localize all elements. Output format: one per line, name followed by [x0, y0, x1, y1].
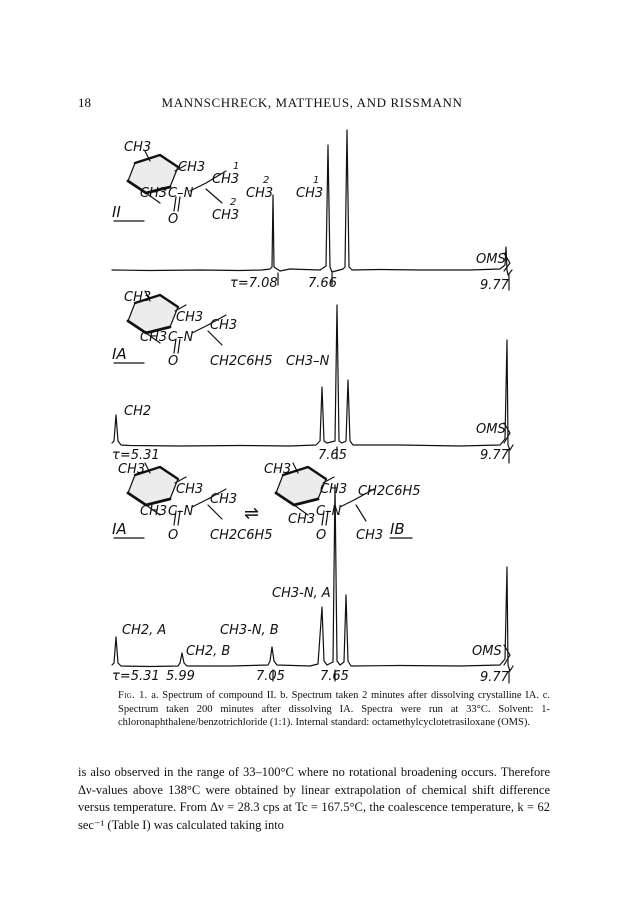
c-peak-ch3n-a: CH3-N, A [272, 586, 331, 601]
caption-label: Fig. 1. [118, 690, 148, 701]
c-oms-label: OMS [472, 644, 502, 659]
a-peak2-num: 2 [263, 175, 270, 186]
a-label-nch3-1: CH3 [212, 172, 240, 187]
c-b-ch3-left: CH3 [288, 512, 316, 527]
b-tau-531: τ=5.31 [112, 448, 160, 463]
c-peak-ch2-a: CH2, A [122, 623, 167, 638]
a-compound-label: II [112, 203, 121, 221]
a-tau-766: 7.66 [308, 276, 337, 291]
c-peak-ch3n-b: CH3-N, B [220, 623, 279, 638]
c-peak-ch2-b: CH2, B [186, 644, 231, 659]
body-paragraph: is also observed in the range of 33–100°C where no rotational broadening occurs. Therefore Δν-values above 138°C were obtained by linear extrapolation of chemical shift difference versus temperature. From Δν = 28.3 cps at Tc = 167.5°C, the coalescence temperature, k = 62 sec⁻¹ (Table I) was calculated taking into [78, 765, 550, 832]
caption-text: a. Spectrum of compound II. b. Spectrum taken 2 minutes after dissolving crystalline IA. c. Spectrum taken 200 minutes after dissolving IA. Spectra were run at 33°C. Solvent: 1-chloronaphthalene/benzotrichloride (1:1). Internal standard: octamethylcyclotetrasiloxane (OMS). [118, 690, 551, 728]
b-label-ch3-left: CH3 [140, 330, 168, 345]
c-b-nch2: CH2C6H5 [358, 484, 421, 499]
b-oms-label: OMS [476, 422, 506, 437]
c-tau-765: 7.65 [320, 669, 349, 684]
a-peak1-label: CH3 [296, 186, 324, 201]
spectrum-trace-a [112, 130, 512, 275]
c-b-oxygen: O [316, 528, 327, 543]
c-a-ch3-ring: CH3 [176, 482, 204, 497]
c-tau-531: τ=5.31 [112, 669, 160, 684]
c-a-amide: C–N [168, 504, 194, 519]
c-a-ch3-top: CH3 [118, 462, 146, 477]
a-label-amide: C–N [168, 186, 194, 201]
a-label-oxygen: O [168, 212, 179, 227]
figure-caption [118, 689, 550, 730]
b-label-amide: C–N [168, 330, 194, 345]
c-b-nch3: CH3 [356, 528, 384, 543]
c-b-ch3-ring: CH3 [320, 482, 348, 497]
a-label-ch3-left: CH3 [140, 186, 168, 201]
b-tau-765: 7.65 [318, 448, 347, 463]
a-peak1-num: 1 [313, 175, 320, 186]
a-label-nch3-1-num: 1 [233, 161, 240, 172]
a-label-ch3-ring: CH3 [178, 160, 206, 175]
b-label-nch3: CH3 [210, 318, 238, 333]
b-tau-977: 9.77 [480, 448, 509, 463]
c-tau-599: 5.99 [166, 669, 195, 684]
b-label-ch3-top: CH3 [124, 290, 152, 305]
b-label-oxygen: O [168, 354, 179, 369]
c-b-amide: C–N [316, 504, 342, 519]
c-a-ch3-left: CH3 [140, 504, 168, 519]
c-compound-label-ia: IA [112, 520, 127, 538]
spectrum-trace-b [112, 305, 513, 450]
b-label-ch3-ring: CH3 [176, 310, 204, 325]
nmr-figure [0, 125, 624, 685]
a-label-nch3-2-num: 2 [230, 197, 237, 208]
b-peak-ch3n: CH3–N [286, 354, 330, 369]
a-tau-708: τ=7.08 [230, 276, 278, 291]
c-b-ch3-top: CH3 [264, 462, 292, 477]
c-tau-705: 7.05 [256, 669, 285, 684]
a-label-ch3-top: CH3 [124, 140, 152, 155]
c-equilibrium-arrow: ⇌ [244, 503, 260, 524]
a-oms-label: OMS [476, 252, 506, 267]
page-number: 18 [78, 95, 91, 110]
running-title: MANNSCHRECK, MATTHEUS, AND RISSMANN [161, 95, 463, 110]
a-label-nch3-2: CH3 [212, 208, 240, 223]
b-label-nch2: CH2C6H5 [210, 354, 273, 369]
c-a-oxygen: O [168, 528, 179, 543]
b-peak-ch2: CH2 [124, 404, 152, 419]
body-text [78, 764, 550, 834]
nmr-figure-svg [0, 125, 624, 685]
c-compound-label-ib: IB [390, 520, 405, 538]
a-peak2-label: CH3 [246, 186, 274, 201]
a-tau-977: 9.77 [480, 278, 509, 293]
c-tau-977: 9.77 [480, 670, 509, 685]
c-a-nch3: CH3 [210, 492, 238, 507]
b-compound-label: IA [112, 345, 127, 363]
c-a-nch2: CH2C6H5 [210, 528, 273, 543]
page-header [0, 95, 624, 115]
